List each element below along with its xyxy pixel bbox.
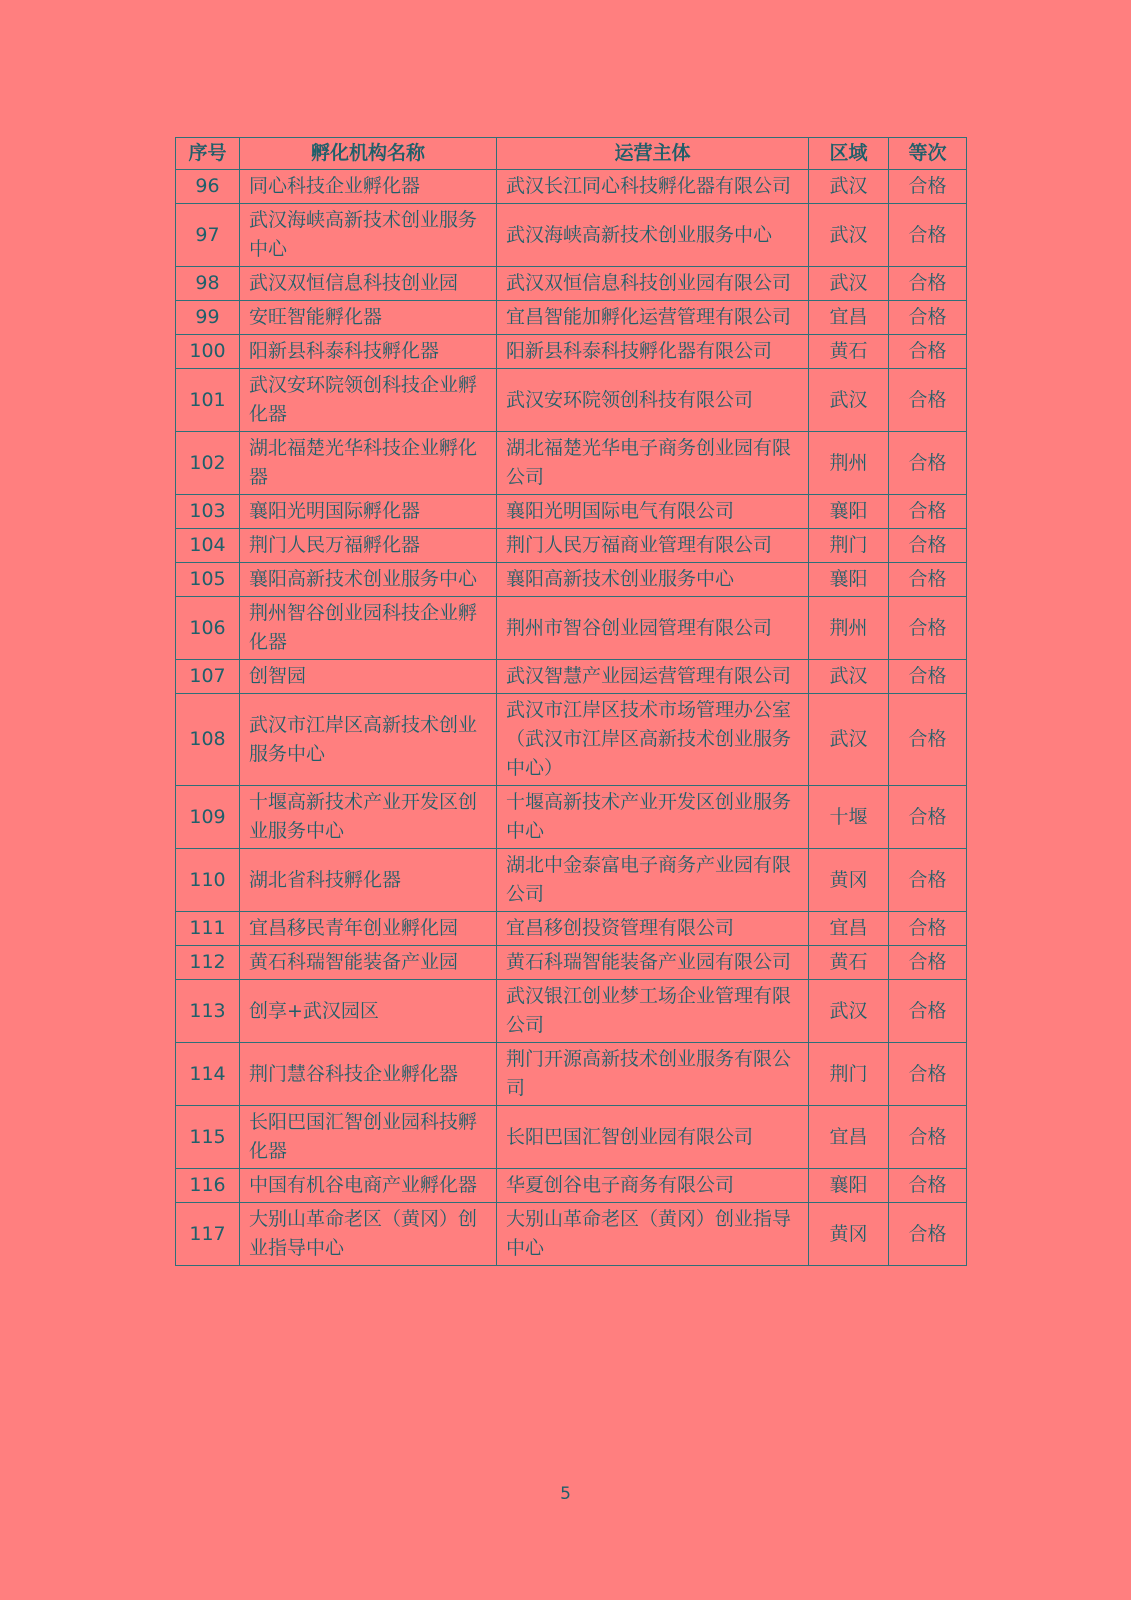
cell-grade: 合格 xyxy=(889,694,967,786)
cell-grade: 合格 xyxy=(889,170,967,204)
cell-region: 荆门 xyxy=(809,529,889,563)
cell-incubator-name: 安旺智能孵化器 xyxy=(240,301,497,335)
cell-no: 110 xyxy=(176,849,240,912)
cell-incubator-name: 创智园 xyxy=(240,660,497,694)
cell-operator: 宜昌智能加孵化运营管理有限公司 xyxy=(497,301,809,335)
cell-operator: 华夏创谷电子商务有限公司 xyxy=(497,1169,809,1203)
cell-incubator-name: 长阳巴国汇智创业园科技孵化器 xyxy=(240,1106,497,1169)
cell-region: 宜昌 xyxy=(809,301,889,335)
cell-incubator-name: 大别山革命老区（黄冈）创业指导中心 xyxy=(240,1203,497,1266)
cell-no: 96 xyxy=(176,170,240,204)
cell-grade: 合格 xyxy=(889,529,967,563)
cell-grade: 合格 xyxy=(889,946,967,980)
cell-operator: 长阳巴国汇智创业园有限公司 xyxy=(497,1106,809,1169)
cell-no: 102 xyxy=(176,432,240,495)
cell-region: 武汉 xyxy=(809,369,889,432)
table-header xyxy=(176,138,967,170)
cell-no: 107 xyxy=(176,660,240,694)
cell-region: 武汉 xyxy=(809,660,889,694)
cell-incubator-name: 荆州智谷创业园科技企业孵化器 xyxy=(240,597,497,660)
cell-operator: 武汉双恒信息科技创业园有限公司 xyxy=(497,267,809,301)
cell-grade: 合格 xyxy=(889,849,967,912)
cell-grade: 合格 xyxy=(889,660,967,694)
cell-grade: 合格 xyxy=(889,335,967,369)
table-row xyxy=(176,529,967,563)
cell-incubator-name: 武汉市江岸区高新技术创业服务中心 xyxy=(240,694,497,786)
cell-operator: 襄阳高新技术创业服务中心 xyxy=(497,563,809,597)
cell-grade: 合格 xyxy=(889,786,967,849)
cell-incubator-name: 武汉安环院领创科技企业孵化器 xyxy=(240,369,497,432)
cell-operator: 武汉智慧产业园运营管理有限公司 xyxy=(497,660,809,694)
table-row xyxy=(176,912,967,946)
table-row xyxy=(176,170,967,204)
cell-incubator-name: 黄石科瑞智能装备产业园 xyxy=(240,946,497,980)
cell-incubator-name: 武汉双恒信息科技创业园 xyxy=(240,267,497,301)
cell-region: 武汉 xyxy=(809,694,889,786)
cell-grade: 合格 xyxy=(889,432,967,495)
table-row xyxy=(176,432,967,495)
table-row xyxy=(176,1043,967,1106)
cell-incubator-name: 同心科技企业孵化器 xyxy=(240,170,497,204)
cell-no: 111 xyxy=(176,912,240,946)
table-row xyxy=(176,946,967,980)
cell-no: 97 xyxy=(176,204,240,267)
cell-no: 112 xyxy=(176,946,240,980)
cell-incubator-name: 中国有机谷电商产业孵化器 xyxy=(240,1169,497,1203)
cell-operator: 阳新县科泰科技孵化器有限公司 xyxy=(497,335,809,369)
cell-operator: 武汉银江创业梦工场企业管理有限公司 xyxy=(497,980,809,1043)
cell-grade: 合格 xyxy=(889,912,967,946)
cell-region: 武汉 xyxy=(809,204,889,267)
cell-grade: 合格 xyxy=(889,204,967,267)
page-number: 5 xyxy=(560,1484,571,1504)
cell-grade: 合格 xyxy=(889,267,967,301)
cell-region: 荆州 xyxy=(809,432,889,495)
table-row xyxy=(176,1203,967,1266)
header-name: 孵化机构名称 xyxy=(240,138,497,170)
cell-no: 105 xyxy=(176,563,240,597)
table-row xyxy=(176,1169,967,1203)
cell-operator: 武汉海峡高新技术创业服务中心 xyxy=(497,204,809,267)
cell-no: 99 xyxy=(176,301,240,335)
cell-operator: 襄阳光明国际电气有限公司 xyxy=(497,495,809,529)
cell-incubator-name: 阳新县科泰科技孵化器 xyxy=(240,335,497,369)
table-row xyxy=(176,980,967,1043)
cell-operator: 湖北中金泰富电子商务产业园有限公司 xyxy=(497,849,809,912)
header-row xyxy=(176,138,967,170)
cell-operator: 大别山革命老区（黄冈）创业指导中心 xyxy=(497,1203,809,1266)
cell-no: 116 xyxy=(176,1169,240,1203)
table-row xyxy=(176,849,967,912)
cell-operator: 十堰高新技术产业开发区创业服务中心 xyxy=(497,786,809,849)
cell-operator: 武汉市江岸区技术市场管理办公室（武汉市江岸区高新技术创业服务中心） xyxy=(497,694,809,786)
cell-operator: 武汉长江同心科技孵化器有限公司 xyxy=(497,170,809,204)
table-row xyxy=(176,301,967,335)
cell-no: 114 xyxy=(176,1043,240,1106)
cell-incubator-name: 湖北省科技孵化器 xyxy=(240,849,497,912)
table-row xyxy=(176,204,967,267)
cell-incubator-name: 创享+武汉园区 xyxy=(240,980,497,1043)
cell-operator: 湖北福楚光华电子商务创业园有限公司 xyxy=(497,432,809,495)
incubator-table xyxy=(175,137,967,1266)
cell-region: 宜昌 xyxy=(809,912,889,946)
cell-grade: 合格 xyxy=(889,597,967,660)
cell-incubator-name: 荆门人民万福孵化器 xyxy=(240,529,497,563)
table-row xyxy=(176,495,967,529)
cell-no: 101 xyxy=(176,369,240,432)
table-row xyxy=(176,267,967,301)
cell-region: 黄冈 xyxy=(809,1203,889,1266)
cell-no: 104 xyxy=(176,529,240,563)
cell-region: 宜昌 xyxy=(809,1106,889,1169)
cell-region: 黄冈 xyxy=(809,849,889,912)
cell-no: 113 xyxy=(176,980,240,1043)
cell-no: 100 xyxy=(176,335,240,369)
cell-operator: 荆门开源高新技术创业服务有限公司 xyxy=(497,1043,809,1106)
cell-incubator-name: 襄阳光明国际孵化器 xyxy=(240,495,497,529)
cell-operator: 荆门人民万福商业管理有限公司 xyxy=(497,529,809,563)
cell-no: 103 xyxy=(176,495,240,529)
cell-incubator-name: 宜昌移民青年创业孵化园 xyxy=(240,912,497,946)
cell-grade: 合格 xyxy=(889,563,967,597)
cell-region: 襄阳 xyxy=(809,1169,889,1203)
cell-grade: 合格 xyxy=(889,369,967,432)
cell-incubator-name: 荆门慧谷科技企业孵化器 xyxy=(240,1043,497,1106)
cell-no: 117 xyxy=(176,1203,240,1266)
table-row xyxy=(176,369,967,432)
cell-incubator-name: 十堰高新技术产业开发区创业服务中心 xyxy=(240,786,497,849)
table-row xyxy=(176,660,967,694)
cell-no: 106 xyxy=(176,597,240,660)
cell-region: 武汉 xyxy=(809,267,889,301)
table-row xyxy=(176,1106,967,1169)
header-region: 区域 xyxy=(809,138,889,170)
cell-operator: 黄石科瑞智能装备产业园有限公司 xyxy=(497,946,809,980)
header-no: 序号 xyxy=(176,138,240,170)
table-body xyxy=(176,170,967,1266)
cell-grade: 合格 xyxy=(889,1043,967,1106)
cell-no: 115 xyxy=(176,1106,240,1169)
cell-region: 襄阳 xyxy=(809,563,889,597)
cell-region: 襄阳 xyxy=(809,495,889,529)
cell-no: 109 xyxy=(176,786,240,849)
cell-region: 十堰 xyxy=(809,786,889,849)
cell-grade: 合格 xyxy=(889,1169,967,1203)
table-row xyxy=(176,694,967,786)
cell-no: 108 xyxy=(176,694,240,786)
cell-operator: 荆州市智谷创业园管理有限公司 xyxy=(497,597,809,660)
cell-region: 武汉 xyxy=(809,170,889,204)
cell-grade: 合格 xyxy=(889,1106,967,1169)
cell-grade: 合格 xyxy=(889,980,967,1043)
cell-grade: 合格 xyxy=(889,495,967,529)
cell-incubator-name: 湖北福楚光华科技企业孵化器 xyxy=(240,432,497,495)
cell-region: 荆州 xyxy=(809,597,889,660)
header-operator: 运营主体 xyxy=(497,138,809,170)
cell-incubator-name: 武汉海峡高新技术创业服务中心 xyxy=(240,204,497,267)
cell-region: 黄石 xyxy=(809,335,889,369)
table-row xyxy=(176,786,967,849)
cell-region: 黄石 xyxy=(809,946,889,980)
cell-no: 98 xyxy=(176,267,240,301)
cell-incubator-name: 襄阳高新技术创业服务中心 xyxy=(240,563,497,597)
table-row xyxy=(176,335,967,369)
cell-grade: 合格 xyxy=(889,301,967,335)
header-grade: 等次 xyxy=(889,138,967,170)
table-row xyxy=(176,597,967,660)
cell-operator: 宜昌移创投资管理有限公司 xyxy=(497,912,809,946)
cell-operator: 武汉安环院领创科技有限公司 xyxy=(497,369,809,432)
table-row xyxy=(176,563,967,597)
cell-region: 武汉 xyxy=(809,980,889,1043)
cell-grade: 合格 xyxy=(889,1203,967,1266)
cell-region: 荆门 xyxy=(809,1043,889,1106)
